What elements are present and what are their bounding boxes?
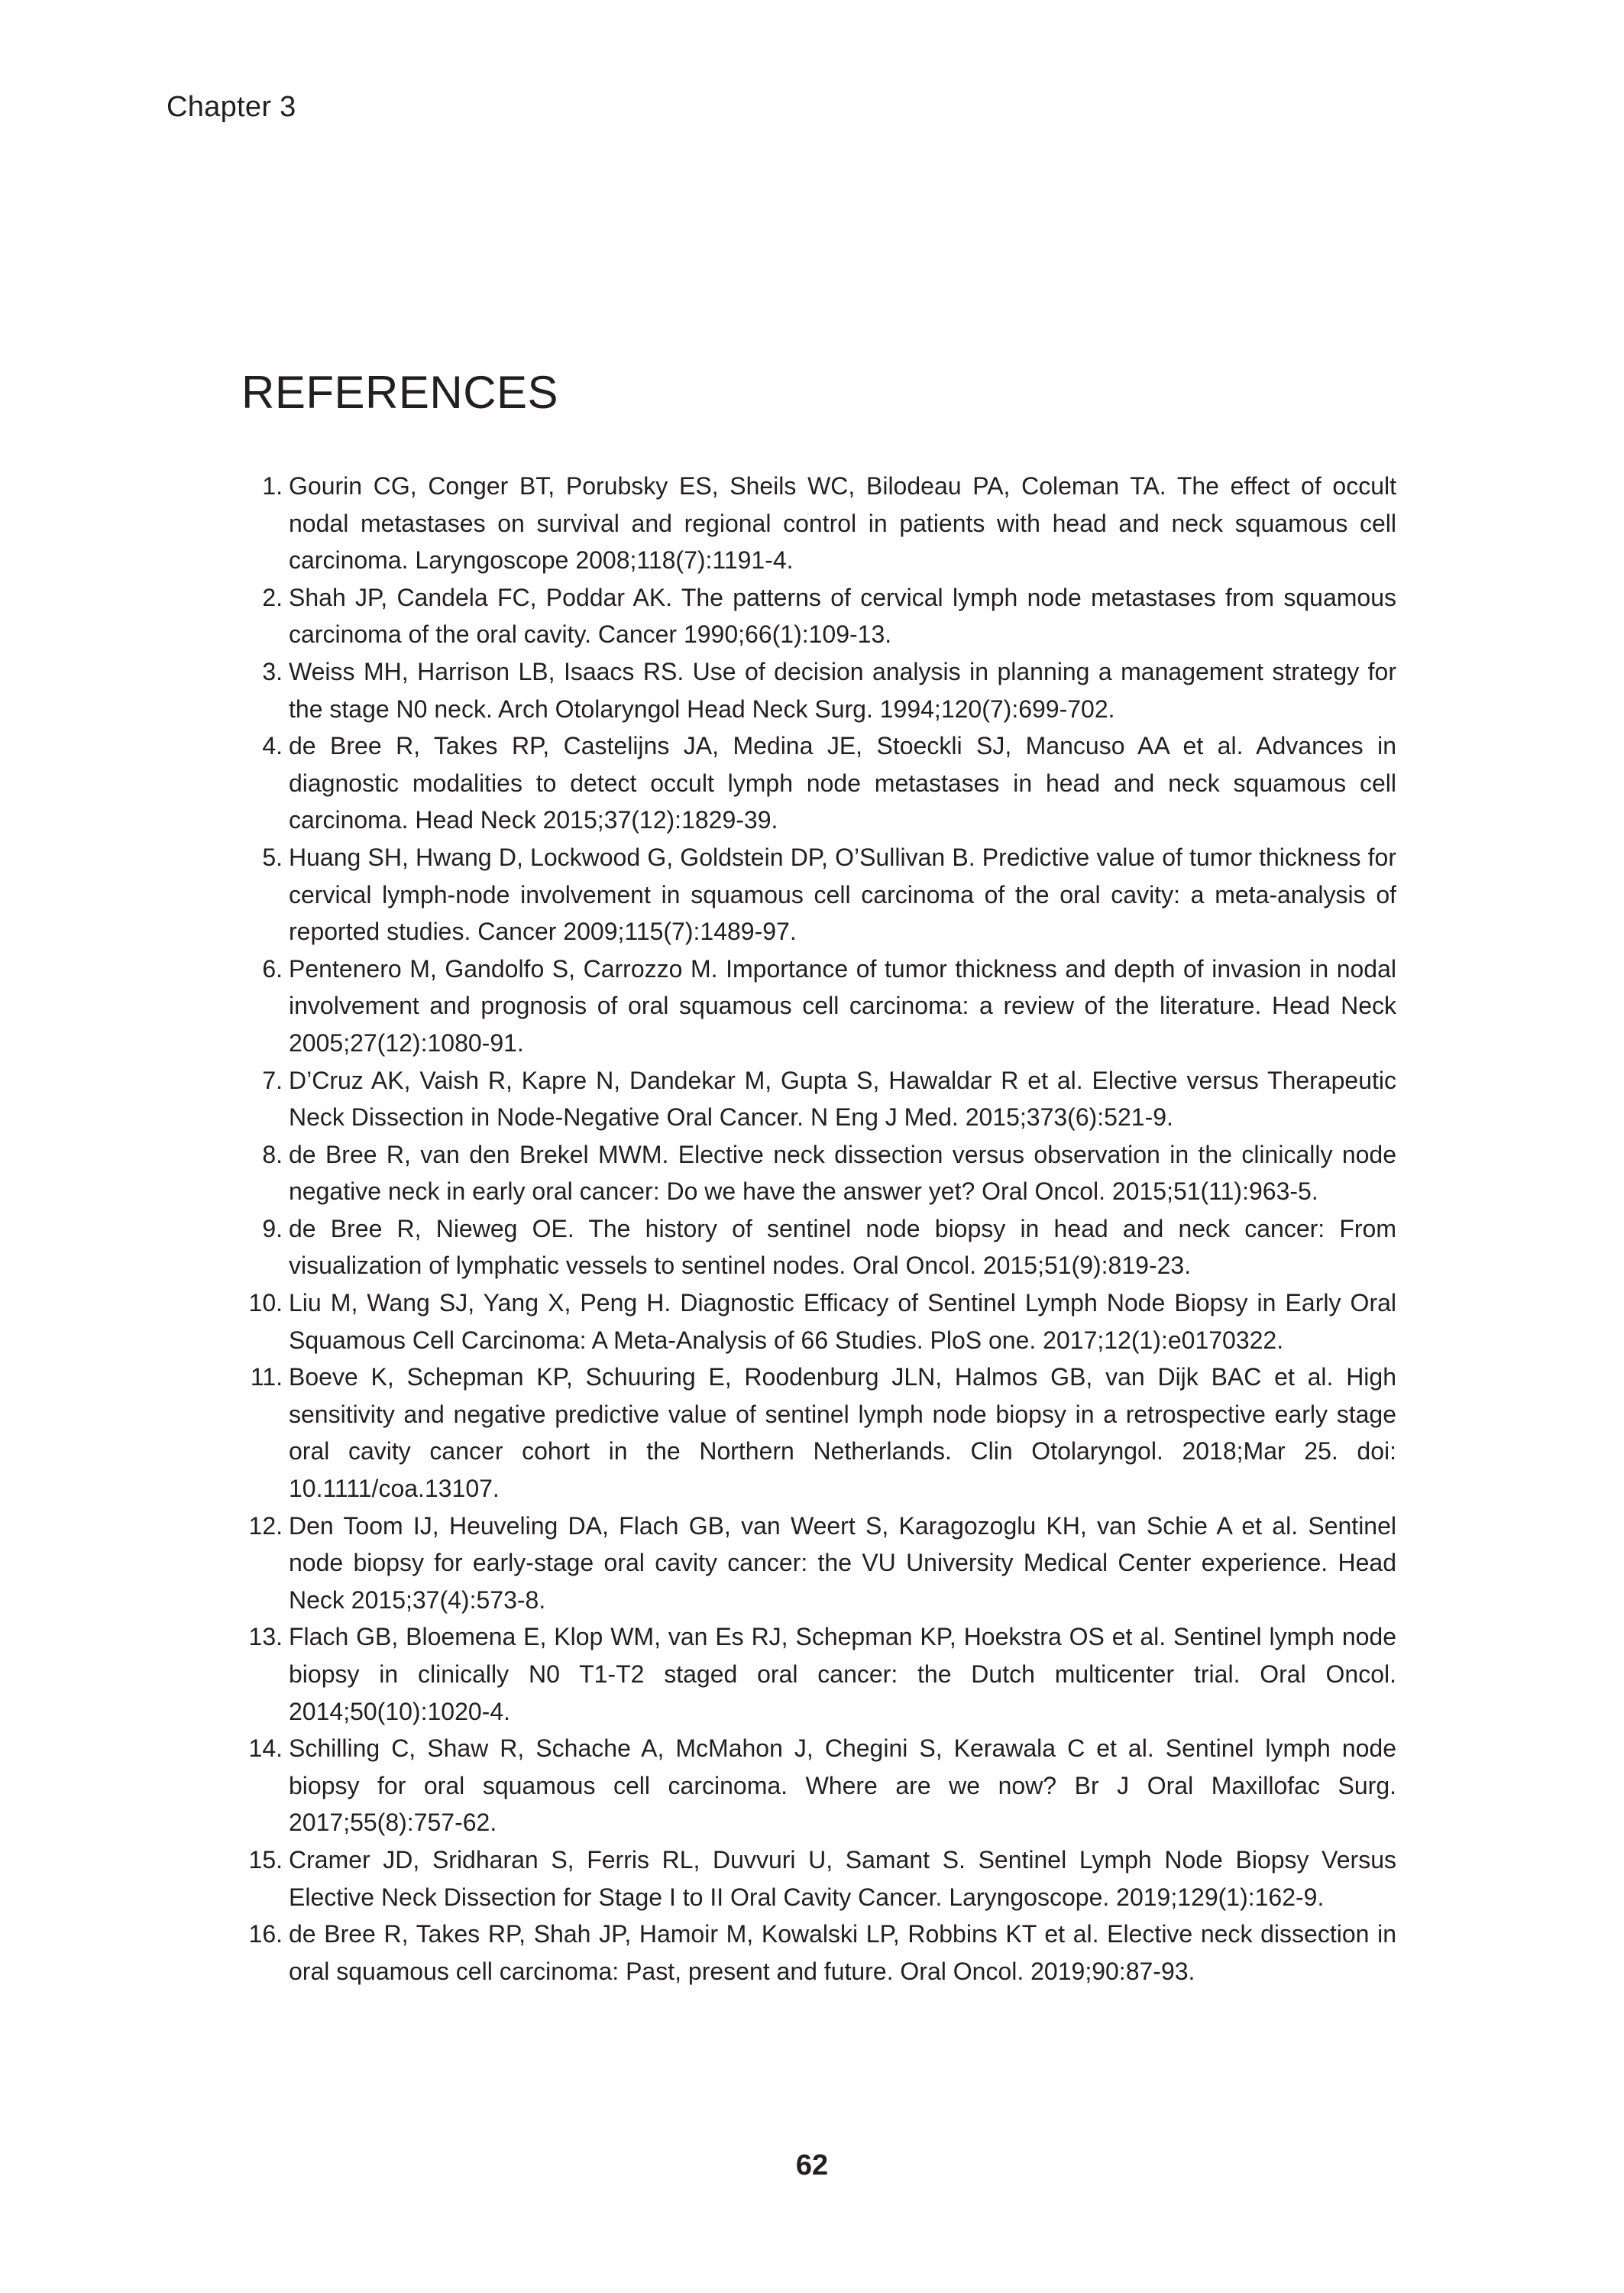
- reference-number: 12.: [248, 1511, 283, 1540]
- reference-text: D’Cruz AK, Vaish R, Kapre N, Dandekar M, Gupta S, Hawaldar R et al. Elective versus Therapeutic Neck Dissection in Node-Negative Oral Cancer. N Eng J Med. 2015;373(6):521-9.: [289, 1066, 1396, 1132]
- reference-number: 2.: [262, 583, 283, 611]
- reference-text: Weiss MH, Harrison LB, Isaacs RS. Use of decision analysis in planning a management strategy for the stage N0 neck. Arch Otolaryngol Head Neck Surg. 1994;120(7):699-702.: [289, 657, 1396, 723]
- reference-text: de Bree R, van den Brekel MWM. Elective neck dissection versus observation in the clinically node negative neck in early oral cancer: Do we have the answer yet? Oral Oncol. 2015;51(11):963-5.: [289, 1140, 1396, 1206]
- reference-item-4: [241, 727, 1396, 839]
- reference-item-1: [241, 468, 1396, 579]
- reference-item-6: [241, 951, 1396, 1062]
- running-head: Chapter 3: [167, 91, 296, 123]
- reference-number: 16.: [248, 1920, 283, 1948]
- reference-item-11: [241, 1359, 1396, 1507]
- reference-text: de Bree R, Takes RP, Castelijns JA, Medina JE, Stoeckli SJ, Mancuso AA et al. Advances in diagnostic modalities to detect occult lymph node metastases in head and neck squamous cell carcinoma. Head Neck 2015;37(12):1829-39.: [289, 732, 1396, 834]
- reference-item-12: [241, 1508, 1396, 1619]
- page-number: 62: [795, 2149, 829, 2181]
- reference-number: 5.: [262, 843, 283, 871]
- reference-text: Schilling C, Shaw R, Schache A, McMahon J, Chegini S, Kerawala C et al. Sentinel lymph node biopsy for oral squamous cell carcinoma. Where are we now? Br J Oral Maxillofac Surg. 2017;55(8):757-62.: [289, 1734, 1396, 1837]
- reference-text: Den Toom IJ, Heuveling DA, Flach GB, van Weert S, Karagozoglu KH, van Schie A et al. Sentinel node biopsy for early-stage oral cavity cancer: the VU University Medical Center experience. Head Neck 2015;37(4):573-8.: [289, 1511, 1396, 1614]
- reference-text: Shah JP, Candela FC, Poddar AK. The patterns of cervical lymph node metastases from squamous carcinoma of the oral cavity. Cancer 1990;66(1):109-13.: [289, 583, 1396, 649]
- reference-item-8: [241, 1136, 1396, 1210]
- reference-text: Pentenero M, Gandolfo S, Carrozzo M. Importance of tumor thickness and depth of invasion in nodal involvement and prognosis of oral squamous cell carcinoma: a review of the literature. Head Neck 2005;27(12):1080-91.: [289, 954, 1396, 1057]
- reference-text: de Bree R, Takes RP, Shah JP, Hamoir M, Kowalski LP, Robbins KT et al. Elective neck dissection in oral squamous cell carcinoma: Past, present and future. Oral Oncol. 2019;90:87-93.: [289, 1920, 1396, 1985]
- reference-text: Liu M, Wang SJ, Yang X, Peng H. Diagnostic Efficacy of Sentinel Lymph Node Biopsy in Early Oral Squamous Cell Carcinoma: A Meta-Analysis of 66 Studies. PloS one. 2017;12(1):e0170322.: [289, 1289, 1396, 1354]
- reference-number: 8.: [262, 1140, 283, 1168]
- reference-number: 1.: [262, 472, 283, 500]
- section-title: REFERENCES: [241, 367, 559, 418]
- reference-number: 10.: [248, 1289, 283, 1317]
- reference-number: 4.: [262, 732, 283, 760]
- reference-list: [241, 468, 1396, 1990]
- reference-item-7: [241, 1062, 1396, 1136]
- reference-number: 3.: [262, 657, 283, 685]
- reference-number: 13.: [248, 1623, 283, 1651]
- reference-item-10: [241, 1284, 1396, 1359]
- reference-number: 11.: [250, 1363, 283, 1391]
- reference-item-15: [241, 1841, 1396, 1916]
- reference-text: Gourin CG, Conger BT, Porubsky ES, Sheils WC, Bilodeau PA, Coleman TA. The effect of occult nodal metastases on survival and regional control in patients with head and neck squamous cell carcinoma. Laryngoscope 2008;118(7):1191-4.: [289, 472, 1396, 575]
- reference-number: 7.: [262, 1066, 283, 1094]
- reference-text: Flach GB, Bloemena E, Klop WM, van Es RJ, Schepman KP, Hoekstra OS et al. Sentinel lymph node biopsy in clinically N0 T1-T2 staged oral cancer: the Dutch multicenter trial. Oral Oncol. 2014;50(10):1020-4.: [289, 1623, 1396, 1725]
- reference-text: Huang SH, Hwang D, Lockwood G, Goldstein DP, O’Sullivan B. Predictive value of tumor thickness for cervical lymph-node involvement in squamous cell carcinoma of the oral cavity: a meta-analysis of reported studies. Cancer 2009;115(7):1489-97.: [289, 843, 1396, 946]
- reference-text: de Bree R, Nieweg OE. The history of sentinel node biopsy in head and neck cancer: From visualization of lymphatic vessels to sentinel nodes. Oral Oncol. 2015;51(9):819-23.: [289, 1214, 1396, 1280]
- reference-item-3: [241, 653, 1396, 727]
- reference-item-16: [241, 1916, 1396, 1990]
- reference-item-13: [241, 1618, 1396, 1730]
- reference-number: 15.: [248, 1845, 283, 1874]
- reference-item-9: [241, 1210, 1396, 1284]
- reference-item-2: [241, 579, 1396, 653]
- reference-number: 6.: [262, 954, 283, 983]
- reference-number: 14.: [248, 1734, 283, 1763]
- reference-number: 9.: [262, 1214, 283, 1242]
- reference-item-5: [241, 839, 1396, 951]
- reference-text: Cramer JD, Sridharan S, Ferris RL, Duvvuri U, Samant S. Sentinel Lymph Node Biopsy Versus Elective Neck Dissection for Stage I to II Oral Cavity Cancer. Laryngoscope. 2019;129(1):162-9.: [289, 1845, 1396, 1911]
- reference-text: Boeve K, Schepman KP, Schuuring E, Roodenburg JLN, Halmos GB, van Dijk BAC et al. High sensitivity and negative predictive value of sentinel lymph node biopsy in a retrospective early stage oral cavity cancer cohort in the Northern Netherlands. Clin Otolaryngol. 2018;Mar 25. doi: 10.1111/coa.13107.: [289, 1363, 1396, 1503]
- reference-item-14: [241, 1730, 1396, 1841]
